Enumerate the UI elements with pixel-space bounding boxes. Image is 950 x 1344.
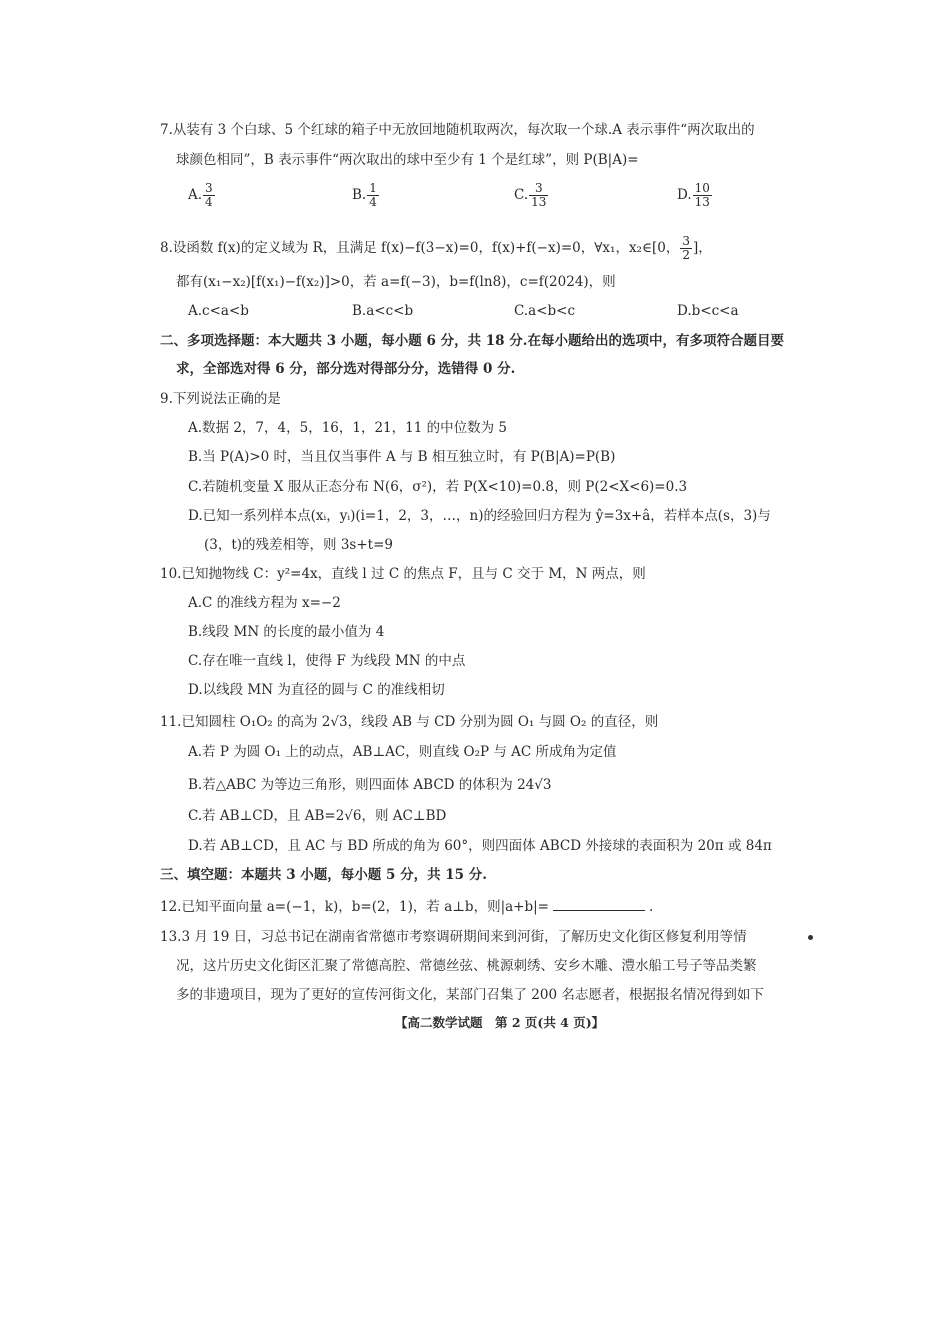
- q12-answer-blank[interactable]: [553, 896, 645, 911]
- q11-option-c: C.若 AB⊥CD，且 AB=2√6，则 AC⊥BD: [188, 808, 447, 824]
- q7-option-b: B. $\frac{1}{4}$: [352, 181, 377, 209]
- scan-mark: [808, 935, 813, 940]
- q7-option-d: D. $\frac{10}{13}$: [677, 181, 710, 209]
- q9-option-b: B.当 P(A)>0 时，当且仅当事件 A 与 B 相互独立时，有 P(B|A)=P(B): [188, 449, 616, 465]
- q9-option-c: C.若随机变量 X 服从正态分布 N(6，σ²)，若 P(X<10)=0.8，则 P(2<X<6)=0.3: [188, 479, 688, 495]
- section2-heading-line1: 二、多项选择题：本大题共 3 小题，每小题 6 分，共 18 分.在每小题给出的选项中，有多项符合题目要: [160, 333, 784, 349]
- q12-line: [160, 896, 653, 916]
- q11-option-d: D.若 AB⊥CD，且 AC 与 BD 所成的角为 60°，则四面体 ABCD 外接球的表面积为 20π 或 84π: [188, 838, 772, 854]
- q9-option-d-line2: (3，t)的残差相等，则 3s+t=9: [204, 537, 393, 553]
- q8-line1-text: 8.设函数 f(x)的定义域为 R，且满足 f(x)−f(3−x)=0，f(x)+f(−x)=0，∀x₁，x₂∈[0，: [160, 240, 680, 256]
- q9-option-d-line1: D.已知一系列样本点(xᵢ，yᵢ)(i=1，2，3，…，n)的经验回归方程为 ŷ=3x+â，若样本点(s，3)与: [188, 508, 771, 524]
- q13-line1: 13.3 月 19 日，习总书记在湖南省常德市考察调研期间来到河街，了解历史文化街区修复利用等情: [160, 929, 747, 945]
- q12-text: 12.已知平面向量 a=(−1，k)，b=(2，1)，若 a⊥b，则|a+b|=: [160, 899, 549, 915]
- q10-option-c: C.存在唯一直线 l，使得 F 为线段 MN 的中点: [188, 653, 466, 669]
- q8-line1: [160, 235, 712, 262]
- q7-option-c: C. $\frac{3}{13}$: [514, 181, 547, 209]
- section2-heading-line2: 求，全部选对得 6 分，部分选对得部分分，选错得 0 分.: [176, 361, 516, 377]
- q9-stem: 9.下列说法正确的是: [160, 391, 281, 407]
- q11-option-a: A.若 P 为圆 O₁ 上的动点，AB⊥AC，则直线 O₂P 与 AC 所成角为定值: [188, 744, 617, 760]
- q10-option-a: A.C 的准线方程为 x=−2: [188, 595, 341, 611]
- page-footer: 【高二数学试题 第 2 页(共 4 页)】: [395, 1015, 605, 1030]
- q10-option-b: B.线段 MN 的长度的最小值为 4: [188, 624, 385, 640]
- q8-line2: 都有(x₁−x₂)[f(x₁)−f(x₂)]>0，若 a=f(−3)，b=f(ln8)，c=f(2024)，则: [176, 274, 616, 290]
- q11-stem: 11.已知圆柱 O₁O₂ 的高为 2√3，线段 AB 与 CD 分别为圆 O₁ 与圆 O₂ 的直径，则: [160, 714, 659, 730]
- q9-option-a: A.数据 2，7，4，5，16，1，21，11 的中位数为 5: [188, 420, 507, 436]
- q13-line3: 多的非遗项目，现为了更好的宣传河街文化，某部门召集了 200 名志愿者，根据报名情况得到如下: [176, 987, 764, 1003]
- q10-stem: 10.已知抛物线 C：y²=4x，直线 l 过 C 的焦点 F，且与 C 交于 M，N 两点，则: [160, 566, 646, 582]
- q12-end: .: [649, 899, 654, 915]
- q10-option-d: D.以线段 MN 为直径的圆与 C 的准线相切: [188, 682, 445, 698]
- q11-option-b: B.若△ABC 为等边三角形，则四面体 ABCD 的体积为 24√3: [188, 777, 552, 793]
- q8-option-b: B.a<c<b: [352, 303, 414, 319]
- q8-line1-end: ]，: [692, 240, 712, 256]
- q8-option-c: C.a<b<c: [514, 303, 576, 319]
- q7-line2: 球颜色相同”，B 表示事件“两次取出的球中至少有 1 个是红球”，则 P(B|A)=: [176, 152, 639, 168]
- q13-line2: 况，这片历史文化街区汇聚了常德高腔、常德丝弦、桃源刺绣、安乡木雕、澧水船工号子等品类繁: [176, 958, 757, 974]
- q8-option-a: A.c<a<b: [188, 303, 249, 319]
- q8-option-d: D.b<c<a: [677, 303, 739, 319]
- q7-line1: 7.从装有 3 个白球、5 个红球的箱子中无放回地随机取两次，每次取一个球.A 表示事件“两次取出的: [160, 122, 755, 138]
- q8-interval-fraction: $\frac{3}{2}$: [682, 234, 690, 262]
- q7-option-a: A. $\frac{3}{4}$: [188, 181, 213, 209]
- section3-heading: 三、填空题：本题共 3 小题，每小题 5 分，共 15 分.: [160, 867, 487, 883]
